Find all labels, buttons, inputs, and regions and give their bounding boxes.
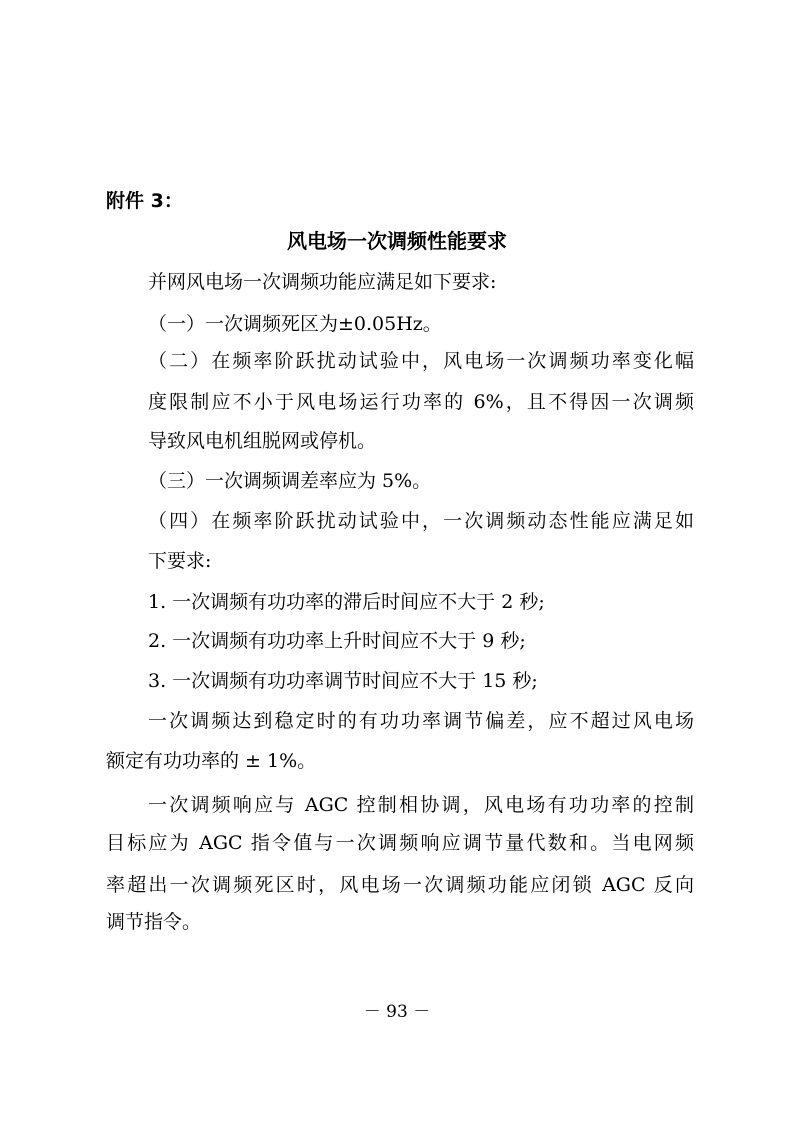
list-item: 3. 一次调频有功功率调节时间应不大于 15 秒;: [148, 670, 538, 692]
text-line: 额定有功功率的 ± 1%。: [106, 750, 317, 772]
text-line: 度限制应不小于风电场运行功率的 6%，且不得因一次调频: [148, 391, 694, 413]
text-line: （二）在频率阶跃扰动试验中，风电场一次调频功率变化幅: [148, 350, 694, 372]
list-item: 2. 一次调频有功功率上升时间应不大于 9 秒;: [148, 630, 526, 652]
text-line: （四）在频率阶跃扰动试验中，一次调频动态性能应满足如: [148, 510, 694, 532]
attachment-label: 附件 3：: [106, 190, 183, 212]
page-title: 风电场一次调频性能要求: [287, 229, 507, 253]
text-line: 导致风电机组脱网或停机。: [148, 430, 377, 452]
text-line: 调节指令。: [106, 911, 202, 933]
text-line: 目标应为 AGC 指令值与一次调频响应调节量代数和。当电网频: [106, 832, 694, 854]
text-line: 率超出一次调频死区时，风电场一次调频功能应闭锁 AGC 反向: [106, 874, 694, 896]
text-line: （一）一次调频死区为±0.05Hz。: [148, 313, 442, 335]
text-line: 并网风电场一次调频功能应满足如下要求:: [148, 271, 497, 293]
text-line: 一次调频响应与 AGC 控制相协调，风电场有功功率的控制: [148, 794, 694, 816]
text-line: 下要求:: [148, 550, 212, 572]
list-item: 1. 一次调频有功功率的滞后时间应不大于 2 秒;: [148, 591, 545, 613]
page-number: － 93 －: [363, 1002, 431, 1022]
text-line: 一次调频达到稳定时的有功功率调节偏差，应不超过风电场: [148, 710, 694, 732]
text-line: （三）一次调频调差率应为 5%。: [148, 470, 432, 492]
